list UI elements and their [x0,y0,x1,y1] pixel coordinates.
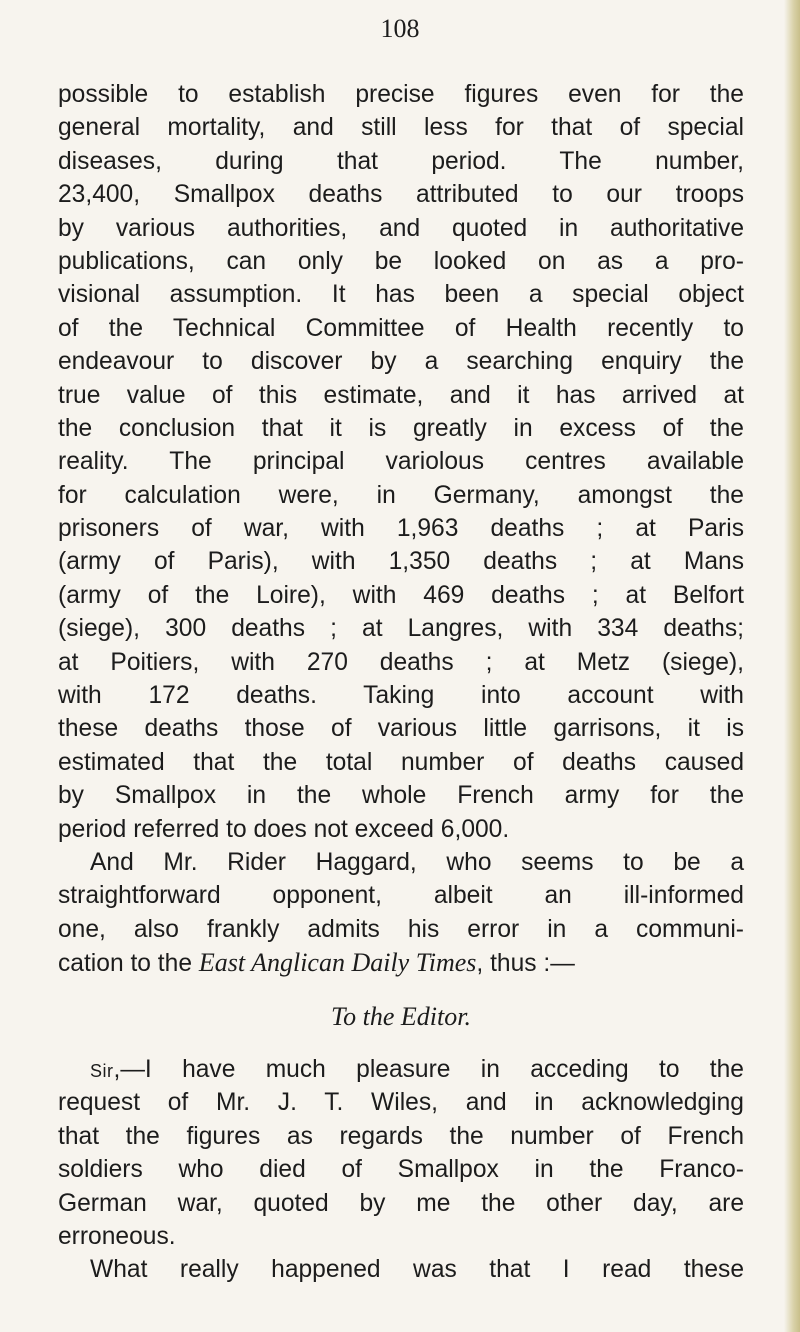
text-line: estimated that the total number of deaths caused [58,748,744,776]
text-line: period referred to does not exceed 6,000. [58,815,510,843]
text-line: diseases, during that period. The number, [58,147,744,175]
text-line: for calculation were, in Germany, amongst the [58,481,744,509]
text-line: by Smallpox in the whole French army for the [58,782,744,810]
text-line: What really happened was that I read these [90,1256,744,1284]
text-line: erroneous. [58,1222,176,1250]
text-line: general mortality, and still less for that of special [58,114,744,142]
text-line [58,946,744,979]
text-line: 23,400, Smallpox deaths attributed to our troops [58,181,744,209]
text-line: (army of Paris), with 1,350 deaths ; at Mans [58,548,744,576]
text-line: German war, quoted by me the other day, are [58,1189,744,1217]
text-line [58,1053,744,1086]
text-line: that the figures as regards the number of French [58,1122,744,1150]
text-line: visional assumption. It has been a special object [58,281,744,309]
text-line: straightforward opponent, albeit an ill-informed [58,882,744,910]
text-line: reality. The principal variolous centres available [58,448,744,476]
text-line: possible to establish precise figures even for the [58,81,744,108]
text-line: one, also frankly admits his error in a communi- [58,915,744,943]
text-line: prisoners of war, with 1,963 deaths ; at Paris [58,515,744,543]
letter-salutation: To the Editor. [331,1001,471,1031]
text-line: (army of the Loire), with 469 deaths ; at Belfort [58,581,744,609]
text-line: with 172 deaths. Taking into account with [58,682,744,710]
text-line: by various authorities, and quoted in authoritative [58,214,744,242]
text-line: the conclusion that it is greatly in excess of the [58,414,744,442]
page-body [58,78,744,1287]
page-number: 108 [380,14,420,43]
text-line: these deaths those of various little garrisons, it is [58,715,744,743]
text-fragment: ,—I have much pleasure in acceding to the [113,1055,744,1083]
page-edge-shadow [784,0,800,1332]
text-fragment: cation to the [58,950,199,978]
text-line: request of Mr. J. T. Wiles, and in acknowledging [58,1089,744,1117]
text-line: true value of this estimate, and it has arrived at [58,381,744,409]
text-line: of the Technical Committee of Health recently to [58,314,744,342]
text-line: And Mr. Rider Haggard, who seems to be a [90,848,744,876]
text-fragment: , thus :— [476,950,575,978]
text-line: (siege), 300 deaths ; at Langres, with 334 deaths; [58,615,744,643]
text-line: publications, can only be looked on as a pro- [58,247,744,275]
text-line: soldiers who died of Smallpox in the Franco- [58,1156,744,1184]
newspaper-title: East Anglican Daily Times [198,948,477,978]
text-line: at Poitiers, with 270 deaths ; at Metz (siege), [58,648,744,676]
letter-sir: Sir [90,1060,114,1081]
text-line: endeavour to discover by a searching enquiry the [58,348,744,376]
